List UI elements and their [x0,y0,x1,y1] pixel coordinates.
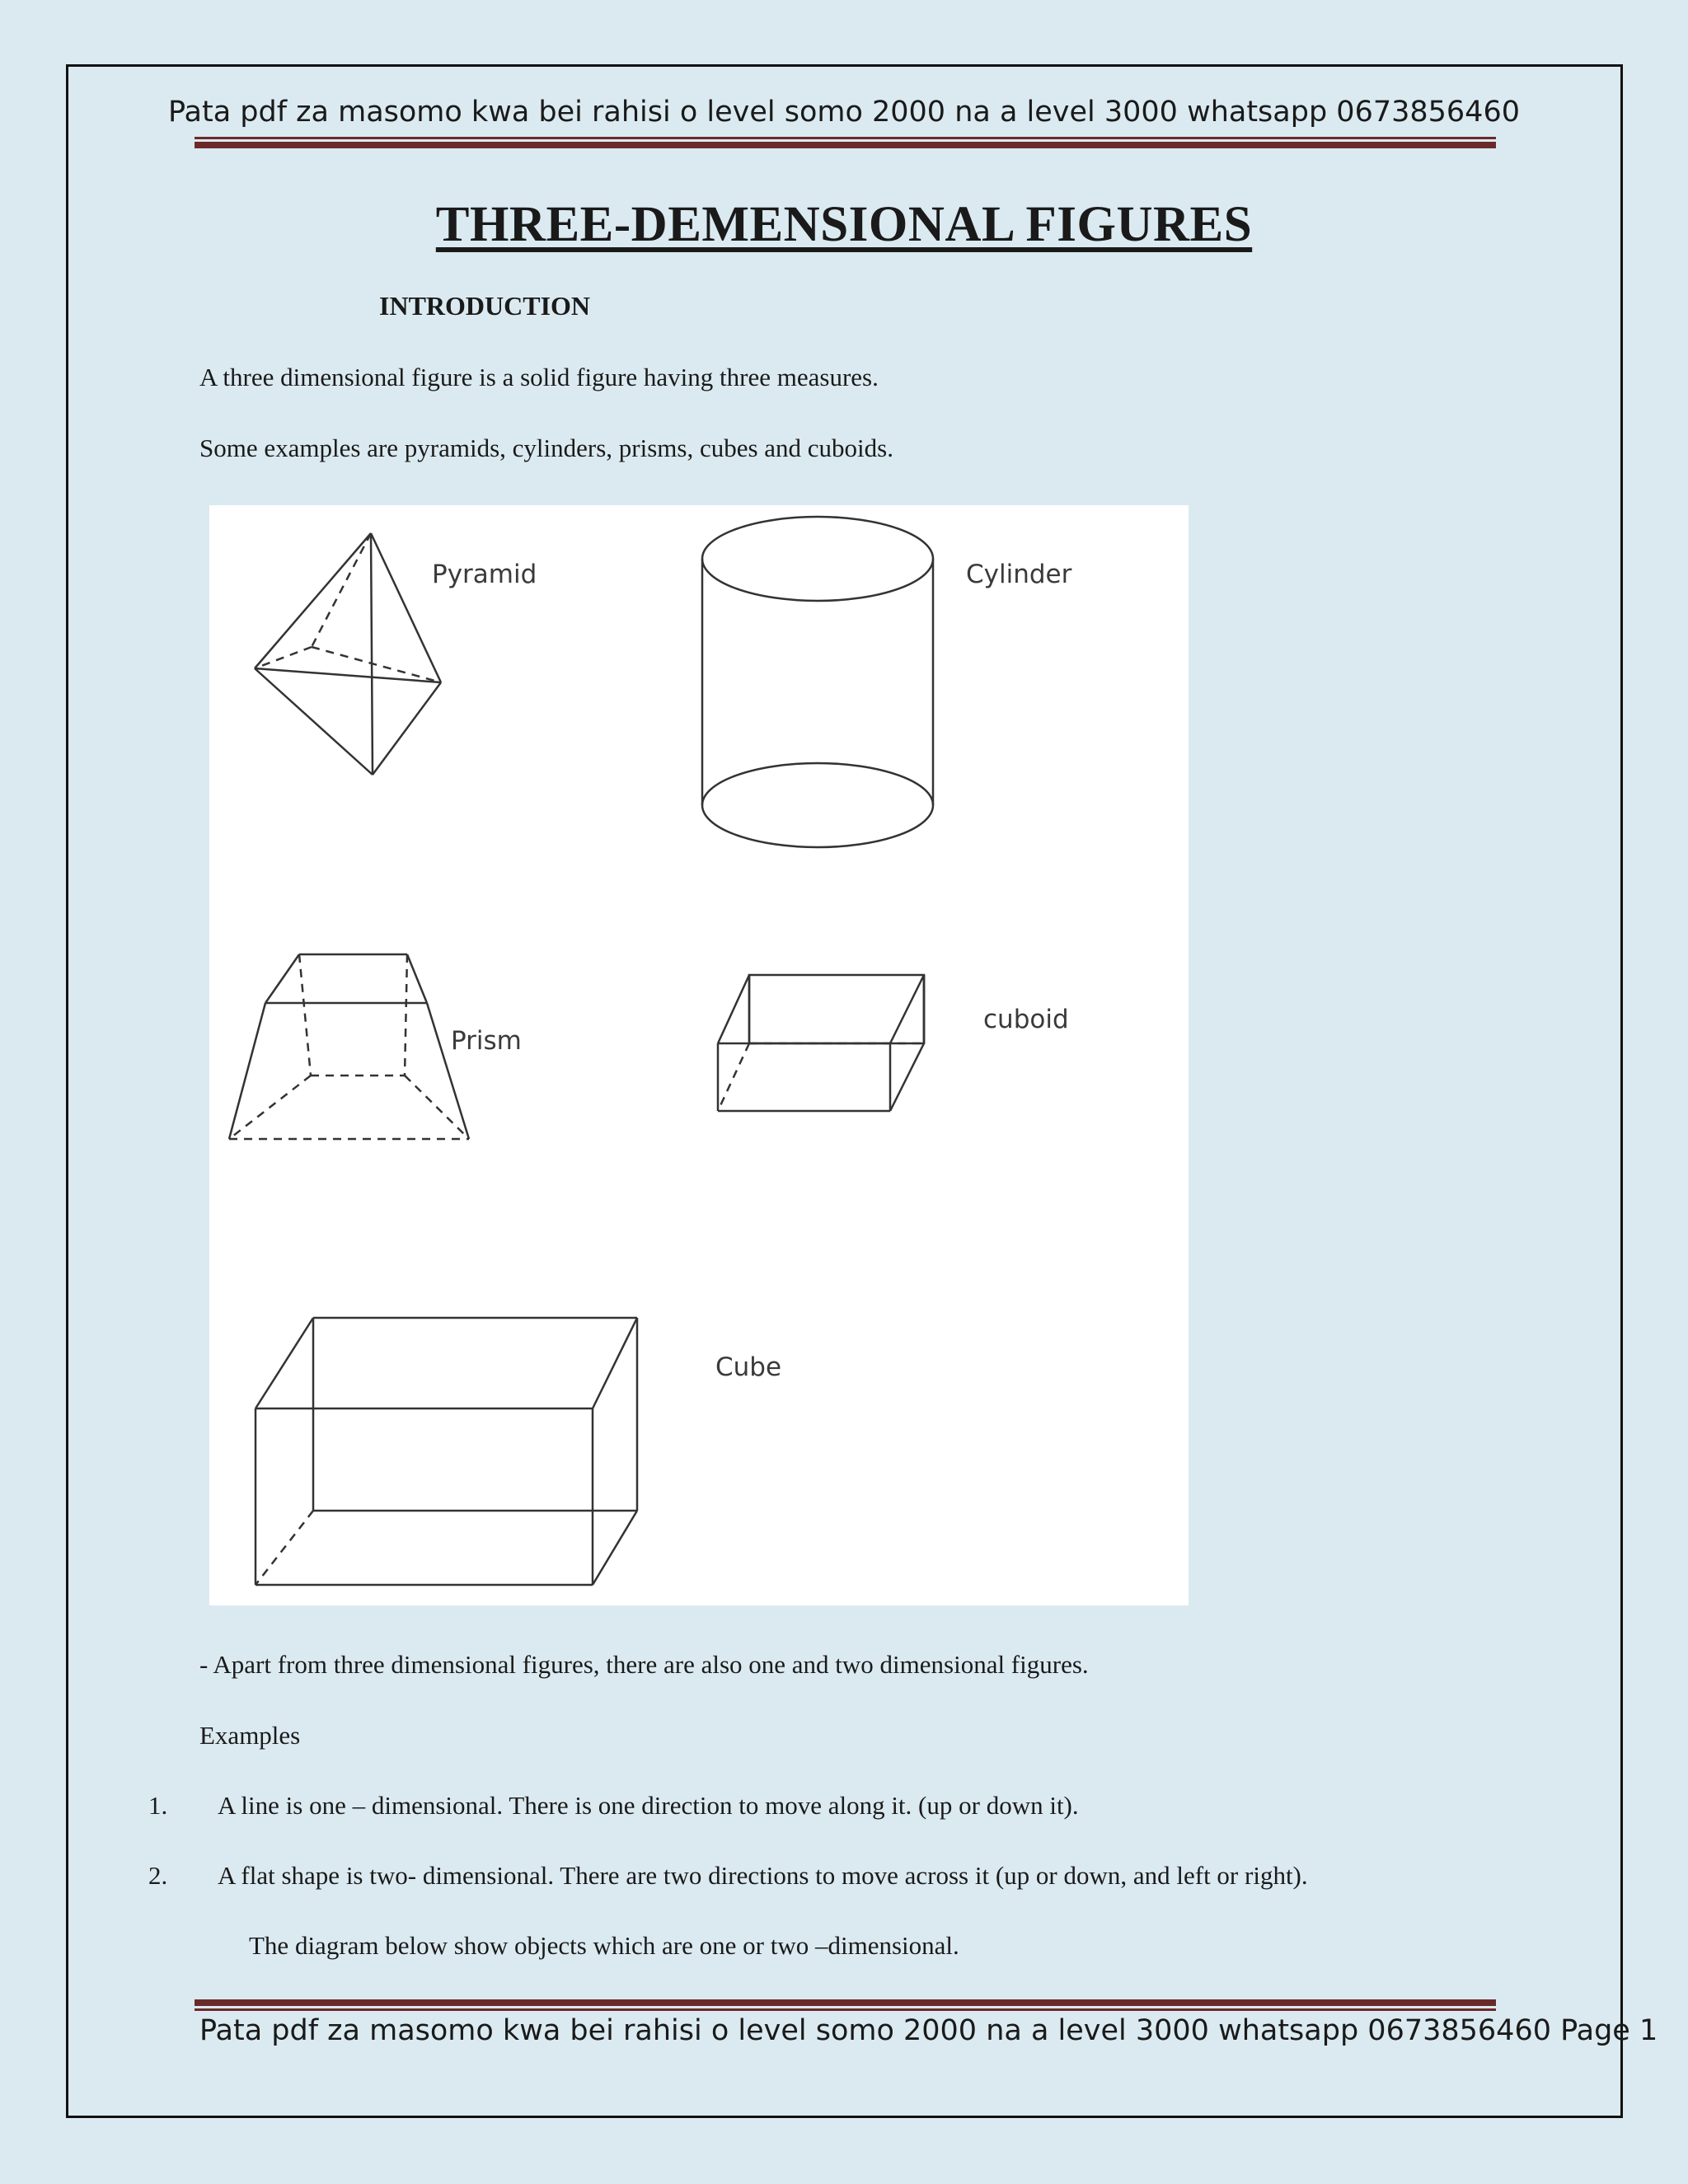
diagram-note: The diagram below show objects which are one or two –dimensional. [249,1931,959,1960]
cube-label: Cube [715,1352,782,1382]
shapes-figure [209,505,1189,1605]
list-item-1: A line is one – dimensional. There is one direction to move along it. (up or down it). [218,1791,1079,1820]
cylinder-label: Cylinder [966,560,1072,589]
prism-label: Prism [451,1026,522,1056]
page-footer: Pata pdf za masomo kwa bei rahisi o level somo 2000 na a level 3000 whatsapp 0673856460 Page 1 [199,2014,1658,2047]
header-rule [195,137,1496,148]
intro-heading: INTRODUCTION [379,291,591,321]
page-header: Pata pdf za masomo kwa bei rahisi o level somo 2000 na a level 3000 whatsapp 0673856460 [168,96,1520,129]
list-item-2: A flat shape is two- dimensional. There are two directions to move across it (up or down, and left or right). [218,1861,1308,1890]
pyramid-label: Pyramid [432,560,537,589]
prism-shape [229,954,469,1139]
cuboid-shape [718,975,924,1112]
list-number-1: 1. [148,1791,168,1820]
dimension-note: - Apart from three dimensional figures, there are also one and two dimensional figures. [199,1650,1089,1679]
list-number-2: 2. [148,1861,168,1890]
definition-paragraph: A three dimensional figure is a solid figure having three measures. [199,363,879,391]
footer-rule [195,1999,1496,2011]
examples-heading: Examples [199,1721,301,1750]
shapes-drawing [209,505,1189,1605]
cylinder-shape [702,517,933,847]
cuboid-label: cuboid [983,1005,1069,1034]
pyramid-shape [255,533,441,775]
page-title: THREE-DEMENSIONAL FIGURES [435,197,1253,252]
examples-paragraph: Some examples are pyramids, cylinders, prisms, cubes and cuboids. [199,434,893,462]
cube-shape [256,1318,637,1585]
